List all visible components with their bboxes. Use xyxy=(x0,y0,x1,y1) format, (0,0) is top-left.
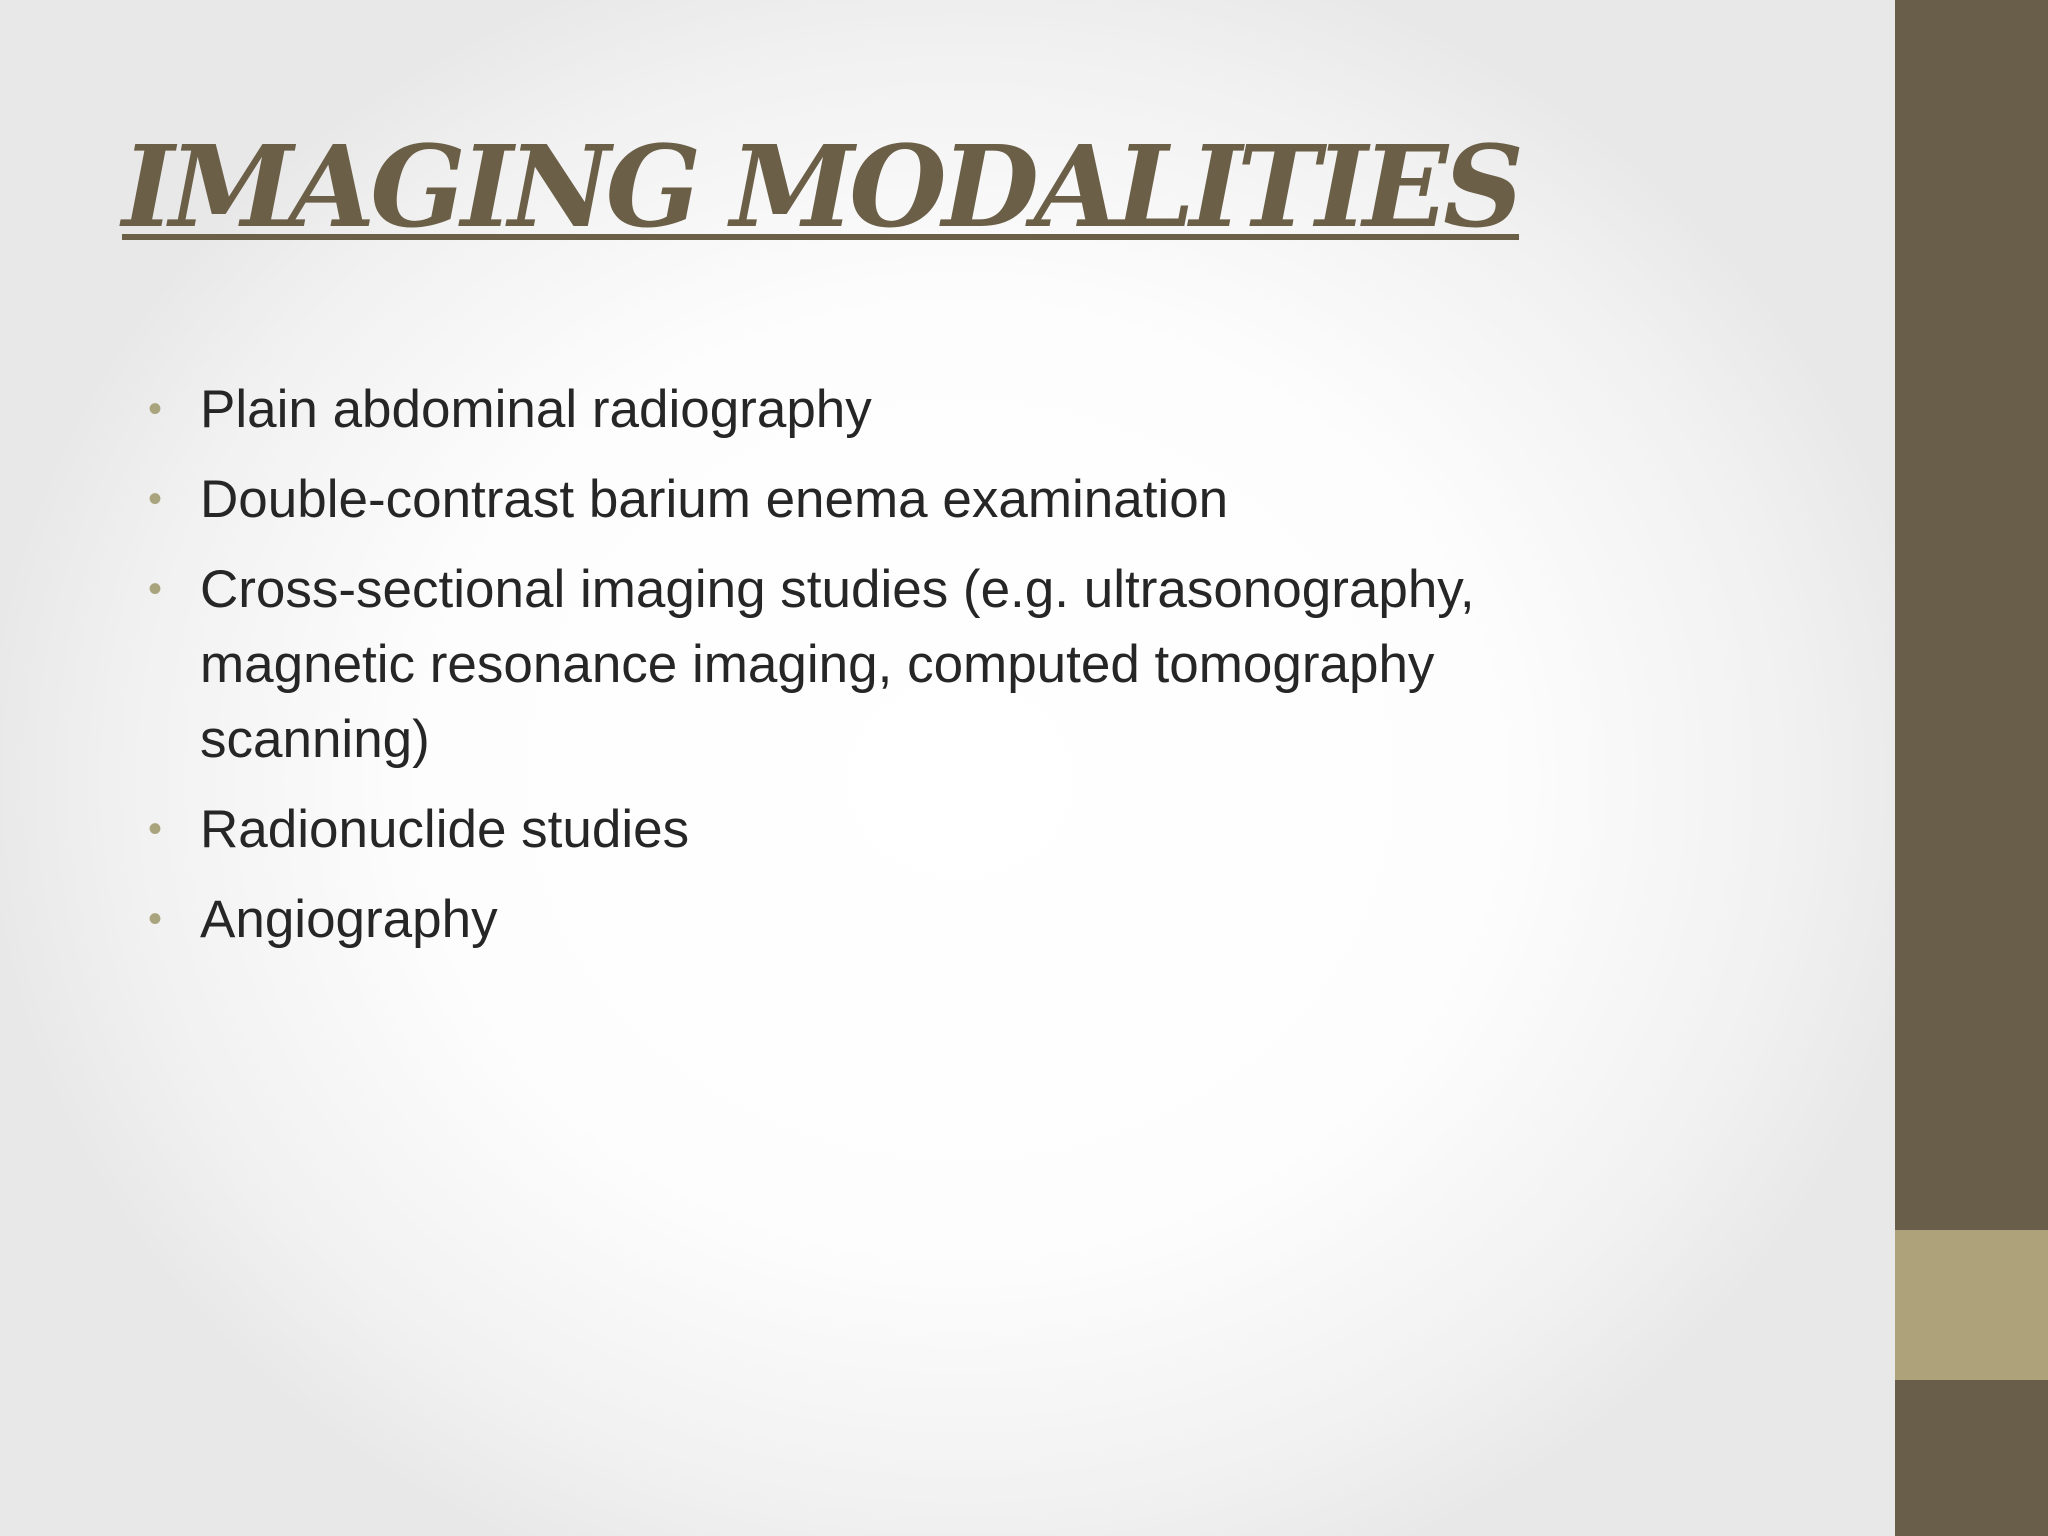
side-accent-block xyxy=(1895,1230,2048,1380)
bullet-text: Plain abdominal radiography xyxy=(200,380,872,439)
bullet-item xyxy=(148,462,1668,537)
bullet-item xyxy=(148,882,1668,957)
bullet-icon: • xyxy=(148,807,163,851)
bullet-icon: • xyxy=(148,477,163,521)
bullet-list xyxy=(148,372,1668,972)
slide-title: IMAGING MODALITIES xyxy=(122,122,1520,253)
bullet-item xyxy=(148,372,1668,447)
bullet-icon: • xyxy=(148,897,163,941)
bullet-icon: • xyxy=(148,567,163,611)
bullet-item xyxy=(148,792,1668,867)
bullet-text: Angiography xyxy=(200,890,498,949)
bullet-text: Double-contrast barium enema examination xyxy=(200,470,1229,529)
bullet-text: Radionuclide studies xyxy=(200,800,690,859)
bullet-icon: • xyxy=(148,387,163,431)
bullet-item xyxy=(148,552,1668,777)
bullet-text: Cross-sectional imaging studies (e.g. ultrasonography, magnetic resonance imaging, computed tomography scanning) xyxy=(200,560,1475,769)
